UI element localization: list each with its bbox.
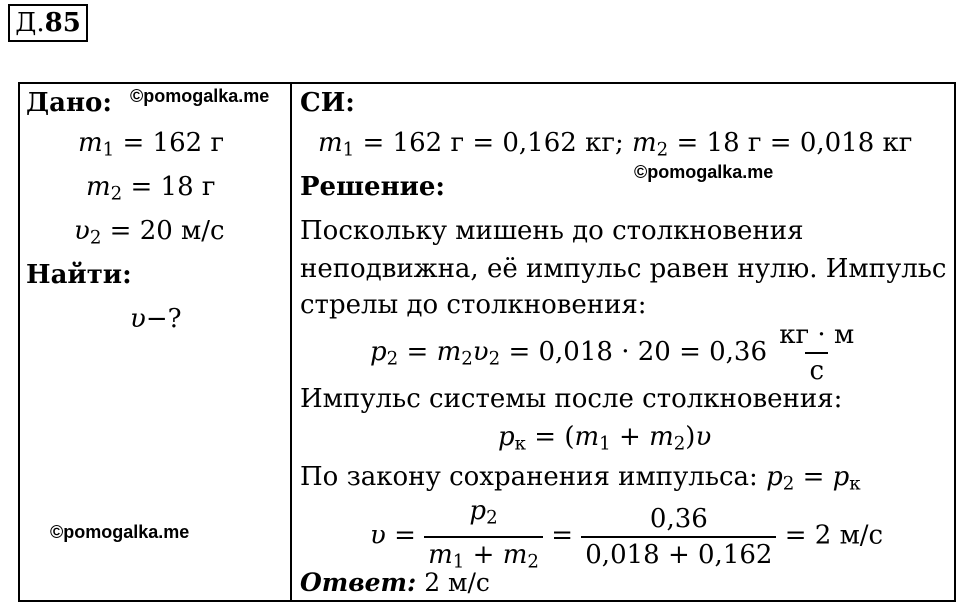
solution-para-2: неподвижна, её импульс равен нулю. Импульс xyxy=(300,254,947,284)
column-divider xyxy=(290,82,292,602)
given-v2: $\upsilon_2 = 20$ м/с xyxy=(74,216,225,249)
equation-system-momentum: $p_к = (m_1 + m_2)\upsilon$ xyxy=(498,422,712,455)
find-heading: Найти: xyxy=(26,260,132,290)
given-m2: $m_2 = 18$ г xyxy=(86,172,216,205)
unit-fraction: $\frac{кг \cdot м}{с}$ xyxy=(779,320,855,386)
problem-number xyxy=(8,4,88,42)
solution-para-4: Импульс системы после столкновения: xyxy=(300,384,843,414)
solution-heading: Решение: xyxy=(300,172,446,202)
velocity-fraction-symbolic: $\frac{p_2}{m_1 + m_2}$ xyxy=(424,494,543,579)
equation-momentum-arrow: $p_2 = m_2\upsilon_2 = 0,018 \cdot 20 = 0,36$ $\frac{кг \cdot м}{с}$ xyxy=(370,318,858,388)
equation-final-velocity: υ = $\frac{p_2}{m_1 + m_2}$ = $\frac{0,36}{0,018 + 0,162}$ = 2 м/с xyxy=(370,494,883,579)
find-value: υ−? xyxy=(130,304,182,334)
velocity-fraction-numeric: $\frac{0,36}{0,018 + 0,162}$ xyxy=(581,502,776,572)
problem-number-value: 85 xyxy=(44,8,81,38)
watermark-bottom: ©pomogalka.me xyxy=(50,522,190,542)
given-m1: $m_1 = 162$ г xyxy=(78,128,225,161)
solution-para-1: Поскольку мишень до столкновения xyxy=(300,216,804,246)
watermark-given: ©pomogalka.me xyxy=(130,86,270,106)
si-conversion: $m_1 = 162$ г = 0,162 кг; $m_2 = 18$ г = 0,018 кг xyxy=(318,128,913,161)
answer-label: Ответ: xyxy=(300,568,417,597)
si-heading: СИ: xyxy=(300,88,355,118)
conservation-law-line: По закону сохранения импульса: $p_2 = p_к$ xyxy=(300,462,861,495)
solution-para-3: стрелы до столкновения: xyxy=(300,290,647,320)
given-heading: Дано: xyxy=(26,88,112,118)
answer-line xyxy=(300,568,490,597)
watermark-si: ©pomogalka.me xyxy=(634,162,774,182)
answer-value: 2 м/с xyxy=(416,568,490,597)
problem-label: Д. xyxy=(15,8,45,38)
